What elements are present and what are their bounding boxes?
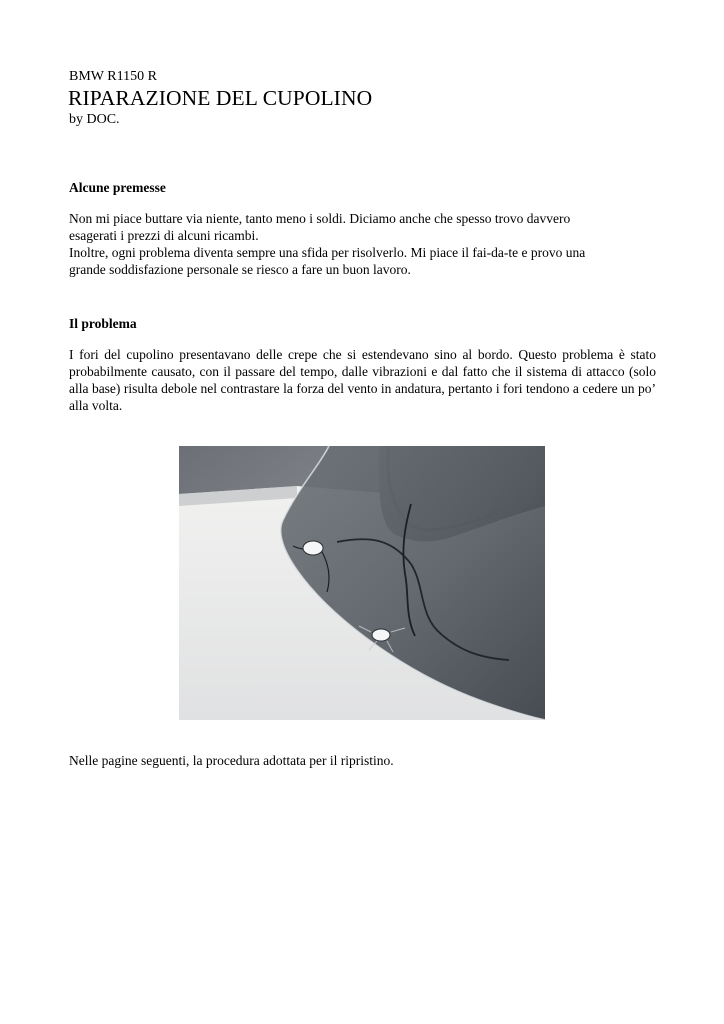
problema-paragraph: I fori del cupolino presentavano delle crepe che si estendevano sino al bordo. Questo problema è stato probabilmente causato, con il passare del tempo, dalle vibrazioni e dal fatto che il sistema di attacco (solo alla base) risulta debole nel contrastare la forza del vento in andatura, pertanto i fori tendono a cedere un po’ alla volta. [69, 347, 656, 413]
paragraph-line: grande soddisfazione personale se riesco a fare un buon lavoro. [69, 262, 411, 277]
paragraph-line: esagerati i prezzi di alcuni ricambi. [69, 228, 259, 243]
author-line: by DOC. [69, 112, 120, 127]
section-heading-premesse: Alcune premesse [69, 180, 166, 195]
section-heading-problema: Il problema [69, 316, 137, 331]
model-label: BMW R1150 R [69, 69, 157, 84]
closing-note: Nelle pagine seguenti, la procedura adottata per il ripristino. [69, 753, 394, 768]
cracked-windscreen-photo [179, 446, 545, 720]
paragraph-line: Inoltre, ogni problema diventa sempre una sfida per risolverlo. Mi piace il fai-da-te e provo una [69, 245, 586, 260]
document-title: RIPARAZIONE DEL CUPOLINO [68, 86, 373, 110]
paragraph-line: Non mi piace buttare via niente, tanto meno i soldi. Diciamo anche che spesso trovo davvero [69, 211, 571, 226]
premesse-paragraph [69, 210, 659, 278]
